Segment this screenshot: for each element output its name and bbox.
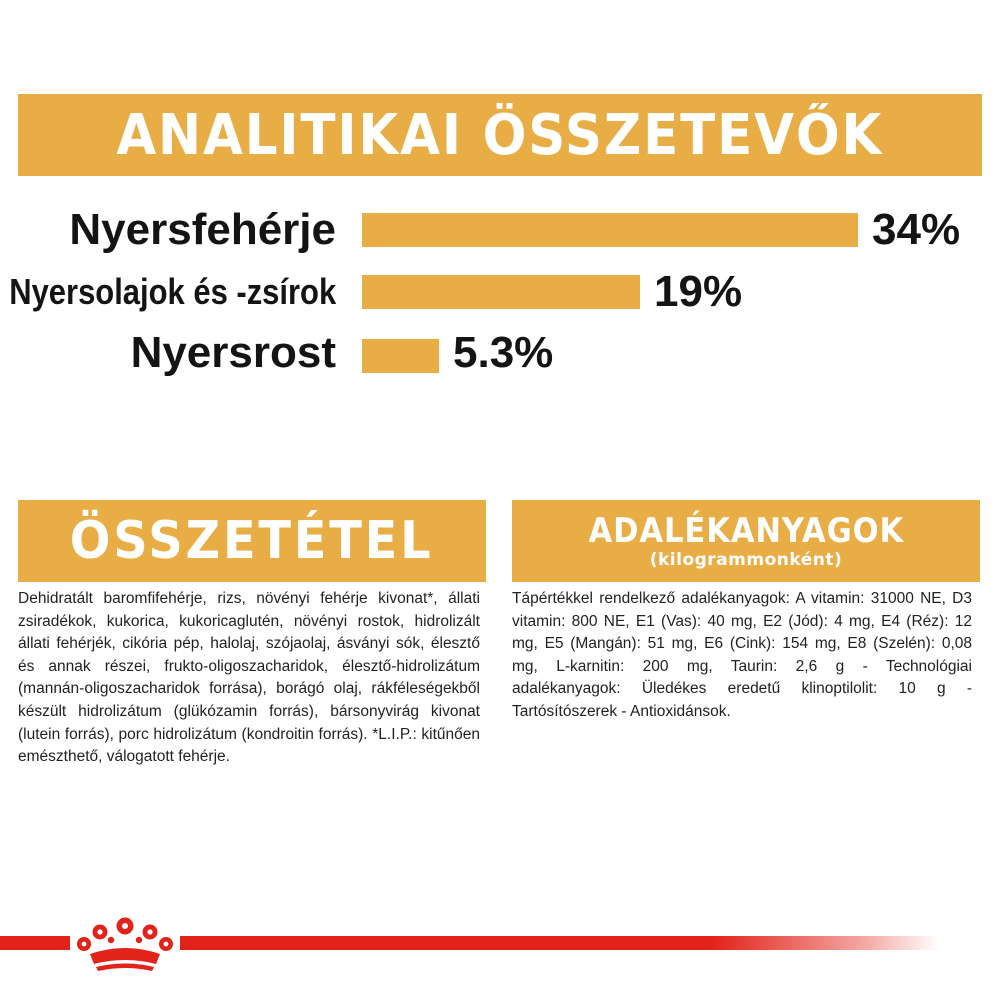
nutrient-label: Nyersrost: [130, 328, 336, 377]
nutrient-label: Nyersfehérje: [69, 205, 336, 254]
nutrient-value: 19%: [654, 267, 743, 316]
additives-header-banner: [512, 500, 980, 582]
additives-subtitle: (kilogrammonként): [649, 550, 843, 570]
nutrient-row-protein: [0, 200, 1000, 260]
nutrient-bar: [362, 213, 858, 247]
nutrient-value: 5.3%: [453, 328, 554, 377]
nutrient-value: 34%: [872, 205, 961, 254]
royal-canin-crown-icon: [70, 914, 180, 972]
additives-text: Tápértékkel rendelkező adalékanyagok: A vitamin: 31000 NE, D3 vitamin: 800 NE, E1 (Vas): 40 mg, E2 (Jód): 4 mg, E4 (Réz): 12 mg, E5 (Mangán): 51 mg, E6 (Cink): 154 mg, E8 (Szelén): 0,08 mg, L-karnitin: 200 mg, Taurin: 2,6 g - Technológiai adalékanyagok: Üledékes eredetű klinoptilolit: 10 g - Tartósítószerek - Antioxidánsok.: [512, 590, 972, 720]
nutrient-label: Nyersolajok és -zsírok: [9, 271, 336, 312]
brand-stripe-left: [0, 936, 70, 950]
nutrient-row-fibre: [0, 323, 1000, 383]
nutrient-row-fat: [0, 262, 1000, 322]
composition-title: ÖSSZETÉTEL: [70, 511, 434, 571]
composition-text: Dehidratált baromfifehérje, rizs, növényi fehérje kivonat*, állati zsiradékok, kukorica, kukoricaglutén, növényi rostok, hidrolizált állati fehérjék, cikória pép, halolaj, szójaolaj, ásványi sók, élesztő és annak részei, frukto-oligoszacharidok, élesztő-hidrolizátum (mannán-oligoszacharidok forrása), borágó olaj, rákféleségekből készült hidrolizátum (glükózamin forrás), bársonyvirág kivonat (lutein forrás), porc hidrolizátum (kondroitin forrás). *L.I.P.: kitűnően emészthető, válogatott fehérje.: [18, 590, 480, 766]
additives-title: ADALÉKANYAGOK: [588, 511, 904, 551]
nutrient-bar: [362, 275, 640, 309]
analytical-header-title: ANALITIKAI ÖSSZETEVŐK: [116, 102, 884, 168]
nutrient-bar: [362, 339, 439, 373]
analytical-header-banner: [18, 94, 982, 176]
composition-header-banner: [18, 500, 486, 582]
brand-stripe-right: [180, 936, 940, 950]
